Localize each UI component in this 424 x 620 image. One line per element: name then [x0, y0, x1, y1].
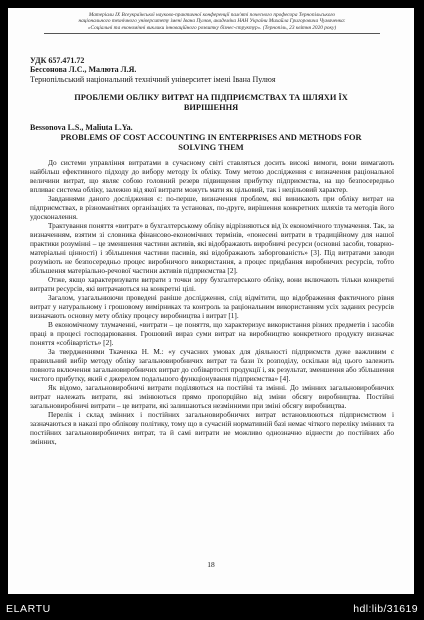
body-paragraph: Завданнями даного дослідження є: по-перше, визначення проблем, які виникають при обліку витрат на підприємствах, в різноманітних організаціях та установах, по-друге, вирішення конкретних шляхів та методів його удосконалення. — [30, 194, 394, 221]
handle-identifier: hdl:lib/31619 — [353, 603, 418, 615]
authors-english: Bessonova L.S., Maliuta L.Ya. — [30, 123, 133, 132]
document-page — [8, 8, 414, 594]
body-paragraph: Отже, якщо характеризувати витрати з точки зору бухгалтерського обліку, вони включають тільки конкретні витрати ресурсів, які витрачаються на конкретні цілі. — [30, 275, 394, 293]
body-paragraph: Загалом, узагальнюючи проведені раніше дослідження, слід відмітити, що відображення фактичного рівня витрат у натуральному і грошовому вимірниках та контроль за раціональним використанням усіх заданих ресурсів визначають основну мету обліку процесу виробництва і витрат [1]. — [30, 293, 394, 320]
header-line: національного технічного університету імені Івана Пулюя, академіка НАН України Михайла Григоровича Чумаченка: — [78, 18, 346, 25]
body-paragraph: В економічному тлумаченні, «витрати – це поняття, що характеризує використання різних предметів і засобів праці в процесі господарювання. Грошовий вираз суми витрат на виробництво конкретного продукту визначає поняття «собівартість» [2]. — [30, 320, 394, 347]
affiliation: Тернопільський національний технічний університет імені Івана Пулюя — [30, 75, 276, 84]
page-number: 18 — [207, 560, 215, 569]
title-english: PROBLEMS OF COST ACCOUNTING IN ENTERPRISES AND METHODS FOR SOLVING THEM — [60, 133, 362, 152]
conference-header — [44, 12, 380, 34]
title-ukrainian: ПРОБЛЕМИ ОБЛІКУ ВИТРАТ НА ПІДПРИЄМСТВАХ ТА ШЛЯХИ ЇХ ВИРІШЕННЯ — [74, 93, 348, 112]
header-line: Матеріали ІХ Всеукраїнської науково-практичної конференції пам'яті почесного професора Тернопільського — [88, 12, 336, 18]
repository-name: ELARTU — [6, 603, 51, 615]
body-paragraph: Як відомо, загальновиробничі витрати поділяються на постійні та змінні. До змінних загальновиробничих витрат належать витрати, які змінюються прямо пропорційно від зміни обсягу виробництва. Постійні загальновиробничі витрати – це витрати, які залишаються незмінними при зміні обсягу виробництва. — [30, 383, 394, 410]
authors-ukrainian: Бессонова Л.С., Малюта Л.Я. — [30, 65, 137, 74]
body-paragraph: До системи управління витратами в сучасному світі ставляться досить високі вимоги, вони вимагають найбільш ефективного підходу до вибору методу їх обліку. Тому метою дослідження є визначення раціональної величини витрат, що являє собою головний резерв підвищення прибутку підприємства, на що безпосередньо впливає система обліку, залежно від якої витрати можуть мати як цільовий, так і нецільовий характер. — [30, 158, 394, 194]
header-line: «Соціальні та економічні виклики інноваційного розвитку бізнес-структур». (Тернопіль, 23 квітня 2020 року) — [87, 24, 337, 31]
udc-code: УДК 657.471.72 — [30, 56, 85, 65]
body-paragraph: Перелік і склад змінних і постійних загальновиробничих витрат встановлюються підприємством і зазначаються в наказі про облікову політику, тому що в сучасній нормативній базі немає чіткого переліку змінних та постійних загальновиробничих витрат, та й самі витрати не можливо однозначно віднести до постійних або змінних, — [30, 410, 394, 446]
body-paragraph: Трактування поняття «витрат» в бухгалтерському обліку відрізняються від їх економічного тлумачення. Так, за визначенням, взятим зі словника фінансово-економічних термінів, «понесені витрати в традиційному для нашої практики розумінні – це зменшення частини активів, які відображають виробничі ресурси (основні засоби, товарно-матеріальні цінності) і збільшення частини пасивів, які відображають заборгованість» [3]. Під витратами заводи розуміють не безпосередньо процес виробничого використання, а процес придбання виробничих ресурсів, тобто збільшення матеріально-речової частини активів підприємства [2]. — [30, 221, 394, 275]
body-paragraph: За твердженнями Ткаченка Н. М.: «у сучасних умовах для діяльності підприємств дуже важливим є правильний вибір методу обліку загальновиробничих витрат та бази їх розподілу, оскільки від цього залежить повнота включення загальновиробничих витрат до собівартості продукції і, як результат, зменшення або збільшення чистого прибутку, який є джерелом подальшого функціонування підприємства» [4]. — [30, 347, 394, 383]
article-body — [30, 158, 394, 446]
